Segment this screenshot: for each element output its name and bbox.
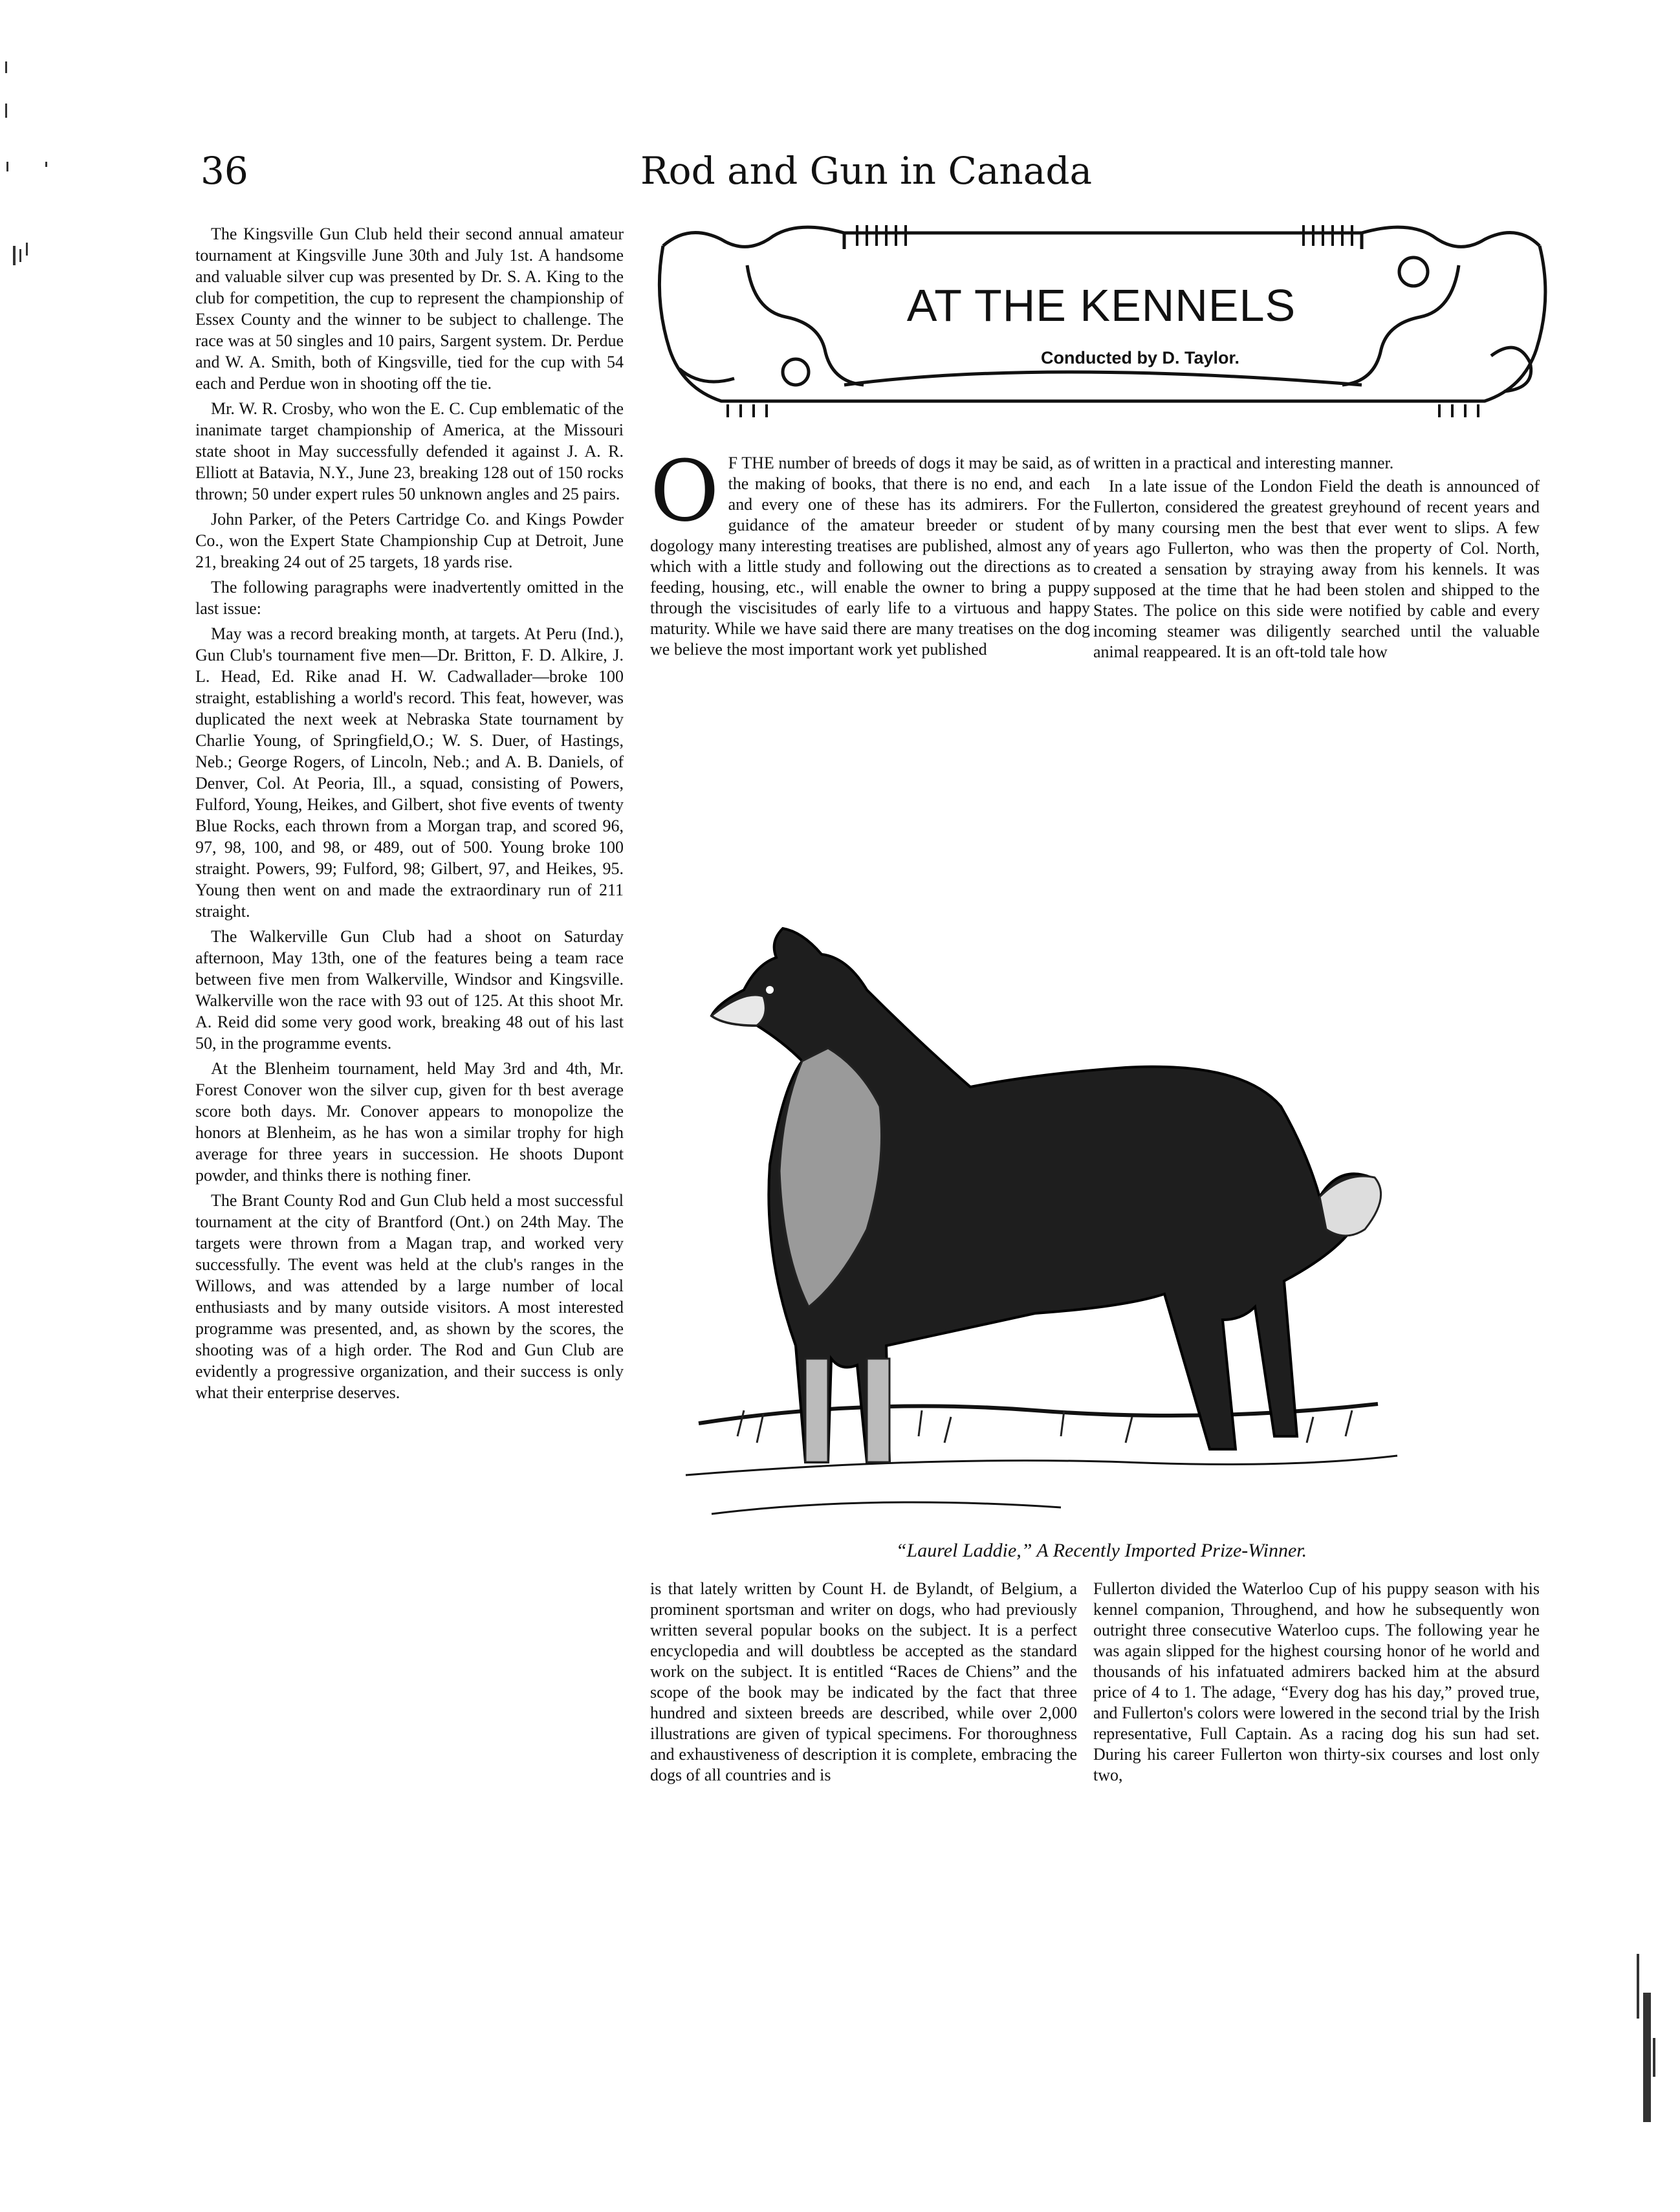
paragraph: The Brant County Rod and Gun Club held a most successful tournament at the city of Brantford (Ont.) on 24th May. The targets were thrown from a Magan trap, and worked very successfully. The event was held at the club's ranges in the Willows, and was attended by a large number of local enthusiasts and by many outside visitors. A most interested programme was presented, and, as shown by the scores, the shooting was of a high order. The Rod and Gun Club are evidently a progressive organization, and their success is only what their enterprise deserves. (195, 1191, 624, 1402)
running-title: Rod and Gun in Canada (640, 149, 1093, 193)
illustration-caption: “Laurel Laddie,” A Recently Imported Prize-Winner. (895, 1540, 1307, 1561)
page-number: 36 (201, 149, 248, 193)
drop-cap: O (650, 442, 719, 540)
paragraph: John Parker, of the Peters Cartridge Co. and Kings Powder Co., won the Expert State Championship Cup at Detroit, June 21, breaking 24 out of 25 targets, 18 yards rise. (195, 510, 624, 571)
paragraph: May was a record breaking month, at targets. At Peru (Ind.), Gun Club's tournament five men—Dr. Britton, F. D. Alkire, J. L. Head, Ed. Rike anad H. W. Cadwallader—broke 100 straight, establishing a world's record. This feat, however, was duplicated the next week at Nebraska State tournament by Charlie Young, of Springfield,O.; W. S. Duer, of Hastings, Neb.; George Rogers, of Lincoln, Neb.; and A. B. Daniels, of Denver, Col. At Peoria, Ill., a squad, consisting of Powers, Fulford, Young, Heikes, and Gilbert, shot five events of twenty Blue Rocks, each thrown from a Morgan trap, and scored 96, 97, 98, 100, and 98, or 489, out of 500. Young broke 100 straight. Powers, 99; Fulford, 98; Gilbert, 97, and Heikes, 95. Young then went on and made the extraordinary run of 211 straight. (195, 624, 624, 921)
section-title: AT THE KENNELS (906, 280, 1296, 331)
paragraph: Mr. W. R. Crosby, who won the E. C. Cup emblematic of the inanimate target championship of America, at the Missouri state shoot in May successfully defended it against J. A. R. Elliott at Batavia, N.Y., June 23, breaking 128 out of 150 rocks thrown; 50 under expert rules 50 unknown angles and 25 pairs. (195, 399, 624, 503)
section-byline: Conducted by D. Taylor. (1040, 348, 1240, 367)
article-lower-left: is that lately written by Count H. de Bylandt, of Belgium, a prominent sportsman and writer on dogs, who had previously written several popular books on the subject. It is a perfect encyclopedia and will doubtless be accepted as the standard work on the subject. It is entitled “Races de Chiens” and the scope of the book may be indicated by the fact that three hundred and sixteen breeds are described, while over 2,000 illustrations are given of typical specimens. For thoroughness and exhaustiveness of description it is complete, embracing the dogs of all countries and is (650, 1579, 1077, 1784)
section-banner (650, 220, 1553, 421)
collie-illustration (673, 893, 1417, 1520)
paragraph: written in a practical and interesting manner. (1093, 454, 1394, 472)
paragraph: The Walkerville Gun Club had a shoot on Saturday afternoon, May 13th, one of the features being a team race between five men from Walkerville, Windsor and Kingsville. Walkerville won the race with 93 out of 125. At this shoot Mr. A. Reid did some very good work, breaking 48 out of his last 50, in the programme events. (195, 927, 624, 1053)
article-right-top (1093, 453, 1540, 665)
paragraph: The following paragraphs were inadvertently omitted in the last issue: (195, 578, 624, 618)
paragraph: The Kingsville Gun Club held their second annual amateur tournament at Kingsville June 30th and July 1st. A handsome and valuable silver cup was presented by Dr. S. A. King to the club for competition, the cup to represent the championship of Essex County and the winner to be subject to challenge. The race was at 50 singles and 10 pairs, Sargent system. Dr. Perdue and W. A. Smith, both of Kingsville, tied for the cup with 54 each and Perdue won in shooting off the tie. (195, 224, 624, 393)
article-lower-right: Fullerton divided the Waterloo Cup of his puppy season with his kennel companion, Throughend, and how he subsequently won outright three consecutive Waterloo cups. The following year he was again slipped for the highest coursing honor of he world and thousands of his infatuated admirers backed him at the absurd price of 4 to 1. The adage, “Every dog has his day,” proved true, and Fullerton's colors were lowered in the second trial by the Irish representative, Full Captain. As a racing dog his sun had set. During his career Fullerton won thirty-six courses and lost only two, (1093, 1579, 1540, 1784)
page-header (194, 149, 1093, 201)
article-intro (650, 442, 1090, 660)
intro-text: F THE number of breeds of dogs it may be said, as of the making of books, that there is no end, and each and every one of these has its admirers. For the guidance of the amateur breeder or student of dogology many interesting treatises are published, almost any of which with a little study and following out the directions as to feeding, housing, etc., will enable the owner to bring a puppy through the viscisitudes of early life to a virtuous and happy maturity. While we have said there are many treatises on the dog we believe the most important work yet published (650, 454, 1090, 659)
paragraph: In a late issue of the London Field the death is announced of Fullerton, considered the greatest greyhound of recent years and by many coursing men the best that ever went to slips. A few years ago Fullerton, who was then the property of Col. North, created a sensation by straying away from his kennels. It was supposed at the time that he had been stolen and shipped to the States. The police on this side were notified by cable and every incoming steamer was diligently searched until the valuable animal reappeared. It is an oft-told tale how (1093, 477, 1540, 661)
paragraph: At the Blenheim tournament, held May 3rd and 4th, Mr. Forest Conover won the silver cup, given for th best average score both days. Mr. Conover appears to monopolize the honors at Blenheim, as he has won a similar trophy for high average for three years in succession. He shoots Dupont powder, and thinks there is nothing finer. (195, 1059, 624, 1185)
gun-club-column (195, 223, 624, 1407)
